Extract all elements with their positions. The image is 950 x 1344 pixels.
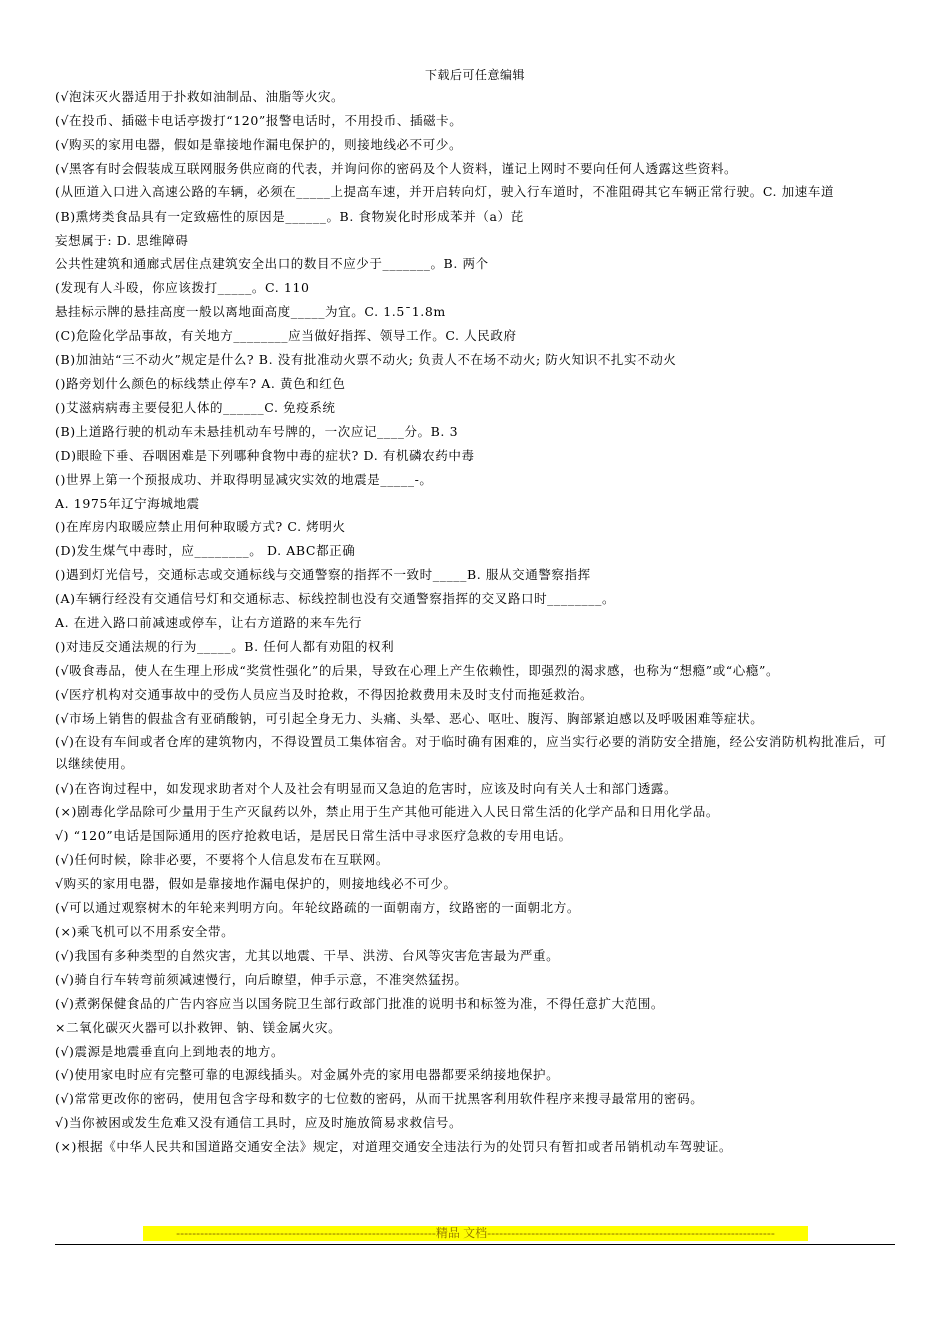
document-line: (√可以通过观察树木的年轮来判明方向。年轮纹路疏的一面朝南方，纹路密的一面朝北方。 (55, 900, 580, 916)
document-line: (√)骑自行车转弯前须减速慢行，向后瞭望，伸手示意，不准突然猛拐。 (55, 971, 468, 987)
document-line: ()路旁划什么颜色的标线禁止停车? A. 黄色和红色 (55, 375, 346, 391)
document-line: (B)上道路行驶的机动车未悬挂机动车号牌的，一次应记____分。B. 3 (55, 423, 459, 439)
document-line: (√)我国有多种类型的自然灾害，尤其以地震、干旱、洪涝、台风等灾害危害最为严重。 (55, 947, 560, 963)
document-line: A. 在进入路口前减速或停车，让右方道路的来车先行 (55, 615, 362, 631)
document-line: (发现有人斗殴，你应该拨打_____。C. 110 (55, 280, 310, 296)
page-header: 下载后可任意编辑 (424, 68, 525, 82)
document-line: (√医疗机构对交通事故中的受伤人员应当及时抢救，不得因抢救费用未及时支付而拖延救治。 (55, 686, 594, 702)
document-line: (×)剧毒化学品除可少量用于生产灭鼠药以外，禁止用于生产其他可能进入人民日常生活的化学产品和日用化学品。 (55, 804, 719, 820)
document-line: (√)常常更改你的密码，使用包含字母和数字的七位数的密码，从而干扰黑客利用软件程序来搜寻最常用的密码。 (55, 1091, 704, 1107)
document-line: (C)危险化学品事故，有关地方________应当做好指挥、领导工作。C. 人民政府 (55, 328, 517, 344)
document-line: (√)在设有车间或者仓库的建筑物内，不得设置员工集体宿舍。对于临时确有困难的，应当实行必要的消防安全措施，经公安消防机构批准后，可以继续使用。 (55, 733, 887, 771)
document-line: ×二氧化碳灭火器可以扑救钾、钠、镁金属火灾。 (55, 1019, 342, 1035)
document-body (55, 85, 895, 1159)
document-line: (D)发生煤气中毒时，应________。 D. ABC都正确 (55, 543, 356, 559)
document-line: (√)煮粥保健食品的广告内容应当以国务院卫生部行政部门批准的说明书和标签为准，不得任意扩大范围。 (55, 995, 665, 1011)
document-line: (√在投币、插磁卡电话亭拨打“120”报警电话时，不用投币、插磁卡。 (55, 112, 463, 128)
document-line: (从匝道入口进入高速公路的车辆，必须在_____上提高车速，并开启转向灯，驶入行车道时，不准阻碍其它车辆正常行驶。C. 加速车道 (55, 183, 835, 199)
document-line: 悬挂标示牌的悬挂高度一般以离地面高度_____为宜。C. 1.5¯1.8m (55, 304, 446, 320)
footer-banner: -----------------------------------------------------------------精品 文档------------------------------------------------------------------------ (143, 1226, 808, 1241)
document-line: (×)乘飞机可以不用系安全带。 (55, 924, 235, 939)
footer-rule (55, 1244, 895, 1245)
document-line: (√购买的家用电器，假如是靠接地作漏电保护的，则接地线必不可少。 (55, 136, 463, 152)
document-line: A. 1975年辽宁海城地震 (55, 495, 200, 511)
document-line: (×)根据《中华人民共和国道路交通安全法》规定，对道理交通安全违法行为的处罚只有暂扣或者吊销机动车驾驶证。 (55, 1139, 733, 1155)
document-line: √) “120”电话是国际通用的医疗抢救电话，是居民日常生活中寻求医疗急救的专用电话。 (55, 828, 572, 844)
document-line: (√市场上销售的假盐含有亚硝酸钠，可引起全身无力、头痛、头晕、恶心、呕吐、腹泻、胸部紧迫感以及呼吸困难等症状。 (55, 710, 764, 726)
document-line: (√)在咨询过程中，如发现求助者对个人及社会有明显而又急迫的危害时，应该及时向有关人士和部门透露。 (55, 780, 678, 796)
document-line: ()在库房内取暖应禁止用何种取暖方式? C. 烤明火 (55, 519, 346, 535)
document-line: ()对违反交通法规的行为_____。B. 任何人都有劝阻的权利 (55, 638, 395, 654)
document-line: (B)熏烤类食品具有一定致癌性的原因是______。B. 食物炭化时形成苯并（a）芘 (55, 208, 524, 224)
document-line: (√泡沫灭火器适用于扑救如油制品、油脂等火灾。 (55, 89, 345, 104)
document-line: (√吸食毒品，使人在生理上形成“奖赏性强化”的后果，导致在心理上产生依赖性，即强烈的渴求感，也称为“想瘾”或“心瘾”。 (55, 662, 780, 678)
document-line: (√)任何时候，除非必要，不要将个人信息发布在互联网。 (55, 852, 389, 868)
document-line: 公共性建筑和通廊式居住点建筑安全出口的数目不应少于_______。B. 两个 (55, 256, 489, 272)
document-line: √)当你被困或发生危难又没有通信工具时，应及时施放简易求救信号。 (55, 1115, 463, 1131)
document-line: (√)使用家电时应有完整可靠的电源线插头。对金属外壳的家用电器都要采纳接地保护。 (55, 1067, 560, 1083)
document-line: ()遇到灯光信号，交通标志或交通标线与交通警察的指挥不一致时_____B. 服从交通警察指挥 (55, 567, 591, 583)
document-line: (√黑客有时会假装成互联网服务供应商的代表，并询问你的密码及个人资料，谨记上网时不要向任何人透露这些资料。 (55, 160, 738, 176)
document-line: ()艾滋病病毒主要侵犯人体的______C. 免疫系统 (55, 399, 336, 415)
document-line: ()世界上第一个预报成功、并取得明显减灾实效的地震是_____-。 (55, 471, 433, 487)
document-line: 妄想属于: D. 思维障碍 (55, 232, 189, 248)
document-line: √购买的家用电器，假如是靠接地作漏电保护的，则接地线必不可少。 (55, 876, 457, 892)
document-line: (B)加油站“三不动火”规定是什么? B. 没有批准动火票不动火; 负责人不在场不动火; 防火知识不扎实不动火 (55, 352, 677, 368)
document-line: (A)车辆行经没有交通信号灯和交通标志、标线控制也没有交通警察指挥的交叉路口时________。 (55, 591, 616, 607)
document-line: (√)震源是地震垂直向上到地表的地方。 (55, 1043, 285, 1059)
document-line: (D)眼睑下垂、吞咽困难是下列哪种食物中毒的症状? D. 有机磷农药中毒 (55, 447, 475, 463)
